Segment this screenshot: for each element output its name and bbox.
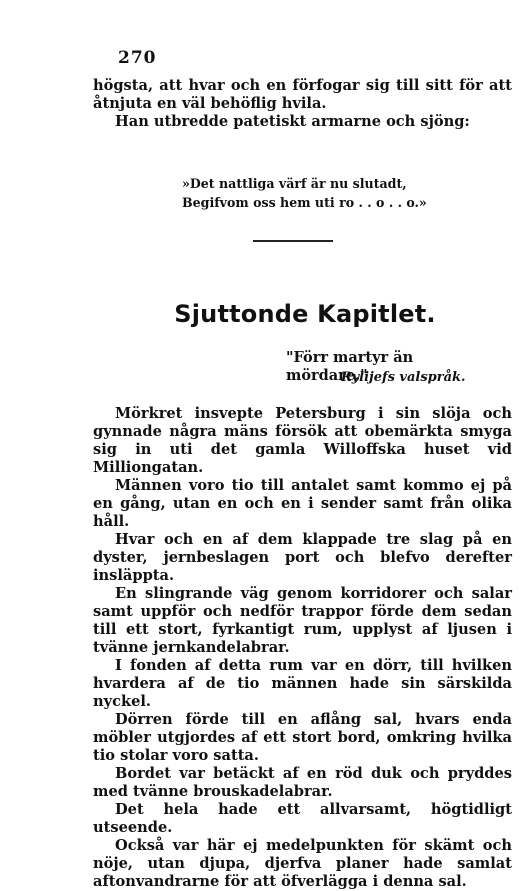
- paragraph: Bordet var betäckt af en röd duk och pryddes med tvänne brouskadelabrar.: [93, 765, 512, 800]
- paragraph: En slingrande väg genom korridorer och salar samt uppför och nedför trappor förde dem sedan till ett stort, fyrkantigt rum, upplyst af ljusen i tvänne jernkandelabrar.: [93, 585, 512, 656]
- verse-line: »Det nattliga värf är nu slutadt,: [182, 176, 407, 191]
- chapter-title: Sjuttonde Kapitlet.: [174, 300, 436, 328]
- paragraph: I fonden af detta rum var en dörr, till hvilken hvardera af de tio männen hade sin särskilda nyckel.: [93, 657, 512, 710]
- section-divider: [253, 240, 333, 242]
- paragraph: Männen voro tio till antalet samt kommo ej på en gång, utan en och en i sender samt från olika håll.: [93, 477, 512, 530]
- opening-paragraph: Han utbredde patetiskt armarne och sjöng:: [115, 113, 470, 130]
- verse-line: Begifvom oss hem uti ro . . o . . o.»: [182, 195, 427, 210]
- paragraph: Mörkret insvepte Petersburg i sin slöja och gynnade några mäns försök att obemärkta smyga sig in uti det gamla Willoffska huset vid Milliongatan.: [93, 405, 512, 476]
- page-number: 270: [118, 48, 157, 68]
- paragraph: Också var här ej medelpunkten för skämt och nöje, utan djupa, djerfva planer hade samlat aftonvandrarne för att öfverlägga i denna sal.: [93, 837, 512, 890]
- paragraph: Hvar och en af dem klappade tre slag på en dyster, jernbeslagen port och blefvo derefter insläppta.: [93, 531, 512, 584]
- chapter-body: [93, 405, 512, 891]
- opening-paragraph: högsta, att hvar och en förfogar sig till sitt för att åtnjuta en väl behöflig hvila.: [93, 77, 512, 112]
- opening-text: [93, 77, 512, 131]
- motto-source: Rylijefs valspråk.: [341, 370, 466, 385]
- paragraph: Det hela hade ett allvarsamt, högtidligt utseende.: [93, 801, 512, 836]
- paragraph: Dörren förde till en aflång sal, hvars enda möbler utgjordes af ett stort bord, omkring hvilka tio stolar voro satta.: [93, 711, 512, 764]
- chapter-motto: "Förr martyr än mördare.": [286, 349, 414, 384]
